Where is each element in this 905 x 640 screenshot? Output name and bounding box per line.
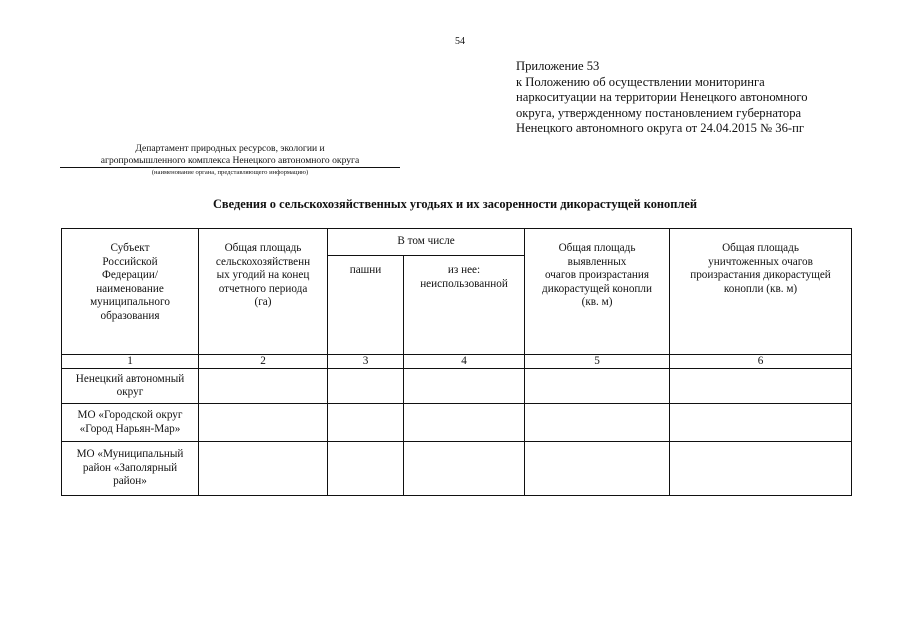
table-cell[interactable] xyxy=(328,404,404,442)
header-arable: пашни xyxy=(328,256,404,355)
appendix-line: Ненецкого автономного округа от 24.04.2015 № 36-пг xyxy=(516,121,804,135)
table-cell[interactable] xyxy=(525,404,670,442)
department-line: Департамент природных ресурсов, экологии и xyxy=(135,143,325,154)
page-number: 54 xyxy=(455,36,465,47)
table-cell[interactable] xyxy=(328,442,404,496)
appendix-line: к Положению об осуществлении мониторинга xyxy=(516,74,765,89)
table-cell[interactable] xyxy=(404,369,525,404)
table-row xyxy=(62,369,852,404)
column-number: 5 xyxy=(525,355,670,369)
table-cell[interactable] xyxy=(199,369,328,404)
department-line: агропромышленного комплекса Ненецкого автономного округа xyxy=(60,155,400,169)
table-cell[interactable] xyxy=(525,369,670,404)
table-cell[interactable] xyxy=(525,442,670,496)
column-number: 2 xyxy=(199,355,328,369)
data-table xyxy=(61,228,852,496)
appendix-line: наркоситуации на территории Ненецкого автономного xyxy=(516,90,808,104)
table-cell[interactable] xyxy=(670,404,852,442)
header-including: В том числе xyxy=(328,229,525,256)
header-total-area: Общая площадь сельскохозяйственн ых угодий на конец отчетного периода (га) xyxy=(199,229,328,355)
table-cell[interactable] xyxy=(404,442,525,496)
column-number: 6 xyxy=(670,355,852,369)
header-subject: Субъект Российской Федерации/ наименование муниципального образования xyxy=(62,229,199,355)
header-foci-found: Общая площадь выявленных очагов произрастания дикорастущей конопли (кв. м) xyxy=(525,229,670,355)
document-title: Сведения о сельскохозяйственных угодьях и их засоренности дикорастущей коноплей xyxy=(212,197,697,211)
column-number: 1 xyxy=(62,355,199,369)
table-cell[interactable] xyxy=(670,369,852,404)
department-block xyxy=(60,143,400,177)
header-foci-destroyed: Общая площадь уничтоженных очагов произрастания дикорастущей конопли (кв. м) xyxy=(670,229,852,355)
table-cell[interactable] xyxy=(328,369,404,404)
header-unused: из нее: неиспользованной xyxy=(404,256,525,355)
table-cell[interactable] xyxy=(404,404,525,442)
row-name: Ненецкий автономный округ xyxy=(62,369,199,404)
appendix-line: округа, утвержденному постановлением губернатора xyxy=(516,105,802,120)
appendix-header xyxy=(516,59,808,137)
department-caption: (наименование органа, представляющего информацию) xyxy=(151,169,309,176)
table-cell[interactable] xyxy=(670,442,852,496)
row-name: МО «Муниципальный район «Заполярный район» xyxy=(62,442,199,496)
table-cell[interactable] xyxy=(199,442,328,496)
table-row xyxy=(62,404,852,442)
table-cell[interactable] xyxy=(199,404,328,442)
row-name: МО «Городской округ «Город Нарьян-Мар» xyxy=(62,404,199,442)
column-number: 4 xyxy=(404,355,525,369)
table-row xyxy=(62,442,852,496)
appendix-line: Приложение 53 xyxy=(516,59,600,73)
column-number: 3 xyxy=(328,355,404,369)
